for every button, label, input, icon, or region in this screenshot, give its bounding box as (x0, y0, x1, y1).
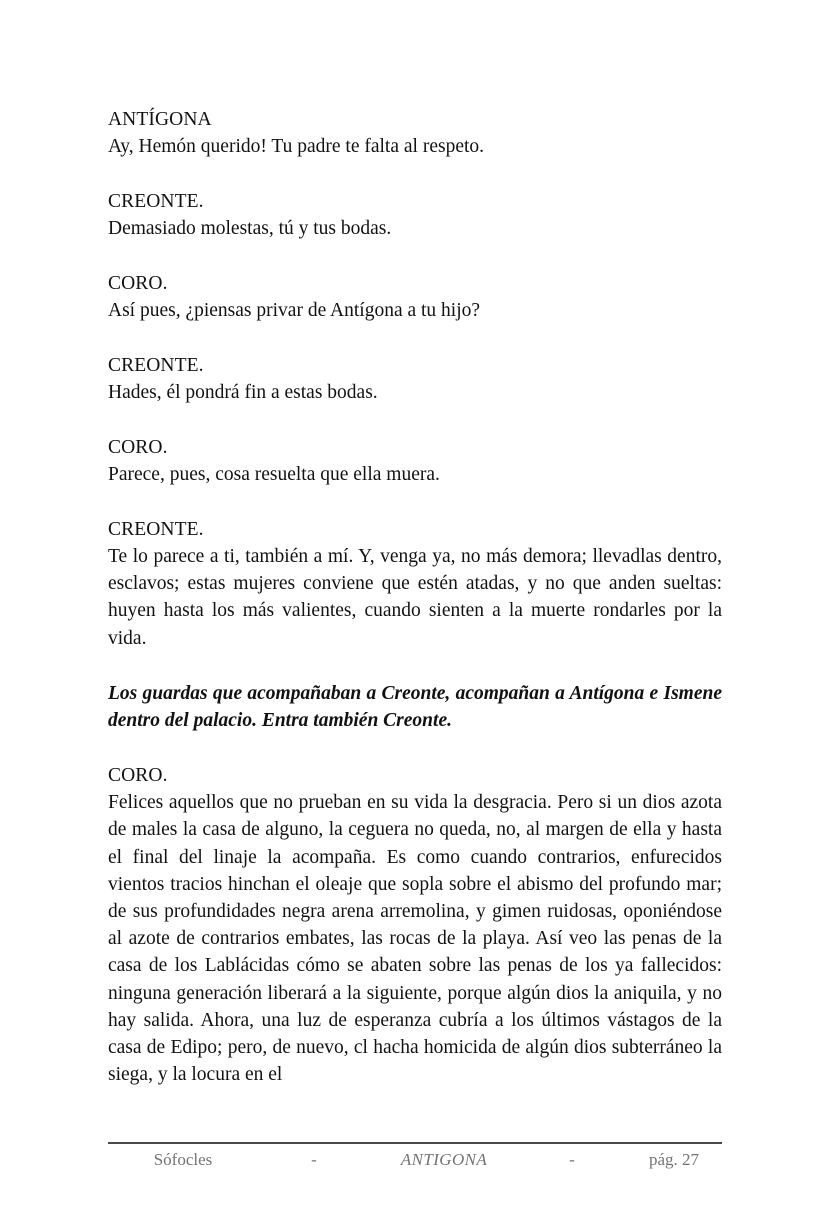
page-footer (108, 1142, 722, 1170)
speaker-name: CREONTE. (108, 191, 204, 212)
footer-separator: - (569, 1150, 575, 1169)
choral-ode-paragraph: Felices aquellos que no prueban en su vida la desgracia. Pero si un dios azota de males la casa de alguno, la ceguera no queda, no, al margen de ella y hasta el final del linaje la acompaña. Es como cuando contrarios, enfurecidos vientos tracios hinchan el oleaje que sopla sobre el abismo del profundo mar; de sus profundidades negra arena arremolina, y gimen ruidosas, oponiéndose al azote de contrarios embates, las rocas de la playa. Así veo las penas de la casa de los Lablácidas cómo se abaten sobre las penas de los ya fallecidos: ninguna generación liberará a la siguiente, porque algún dios la aniquila, y no hay salida. Ahora, una luz de esperanza cubría a los últimos vástagos de la casa de Edipo; pero, de nuevo, cl hacha homicida de algún dios subterráneo la siega, y la locura en el (108, 792, 722, 1086)
speaker-name: CORO. (108, 765, 168, 787)
speaker-name: CREONTE. (108, 355, 204, 376)
speech-block (108, 516, 722, 652)
speech-line: Ay, Hemón querido! Tu padre te falta al respeto. (108, 136, 485, 157)
speech-block (108, 434, 722, 488)
speaker-name: CORO. (108, 437, 168, 458)
speech-paragraph: Te lo parece a ti, también a mí. Y, venga ya, no más demora; llevadlas dentro, esclavos; estas mujeres conviene que estén atadas, y no que anden sueltas: huyen hasta los más valientes, cuando sienten a la muerte rondarles por la vida. (108, 546, 722, 649)
speech-block (108, 352, 722, 406)
speech-line: Parece, pues, cosa resuelta que ella muera. (108, 464, 440, 485)
footer-author: Sófocles (153, 1150, 213, 1169)
footer-row (108, 1144, 722, 1170)
footer-page-number: pág. 27 (648, 1150, 700, 1169)
speech-block (108, 106, 722, 160)
speech-block (108, 270, 722, 324)
speech-line: Demasiado molestas, tú y tus bodas. (108, 218, 392, 239)
footer-work-title: ANTIGONA (400, 1150, 488, 1169)
speech-block (108, 762, 722, 1088)
speech-block (108, 188, 722, 242)
speech-line: Así pues, ¿piensas privar de Antígona a tu hijo? (108, 300, 481, 321)
speech-line: Hades, él pondrá fin a estas bodas. (108, 382, 378, 403)
speaker-name: ANTÍGONA (108, 109, 212, 130)
speaker-name: CREONTE. (108, 519, 204, 540)
page-content (108, 106, 722, 1088)
stage-direction: Los guardas que acompañaban a Creonte, acompañan a Antígona e Ismene dentro del palacio. Entra también Creonte. (108, 682, 722, 732)
footer-separator: - (311, 1150, 317, 1169)
speaker-name: CORO. (108, 273, 168, 294)
